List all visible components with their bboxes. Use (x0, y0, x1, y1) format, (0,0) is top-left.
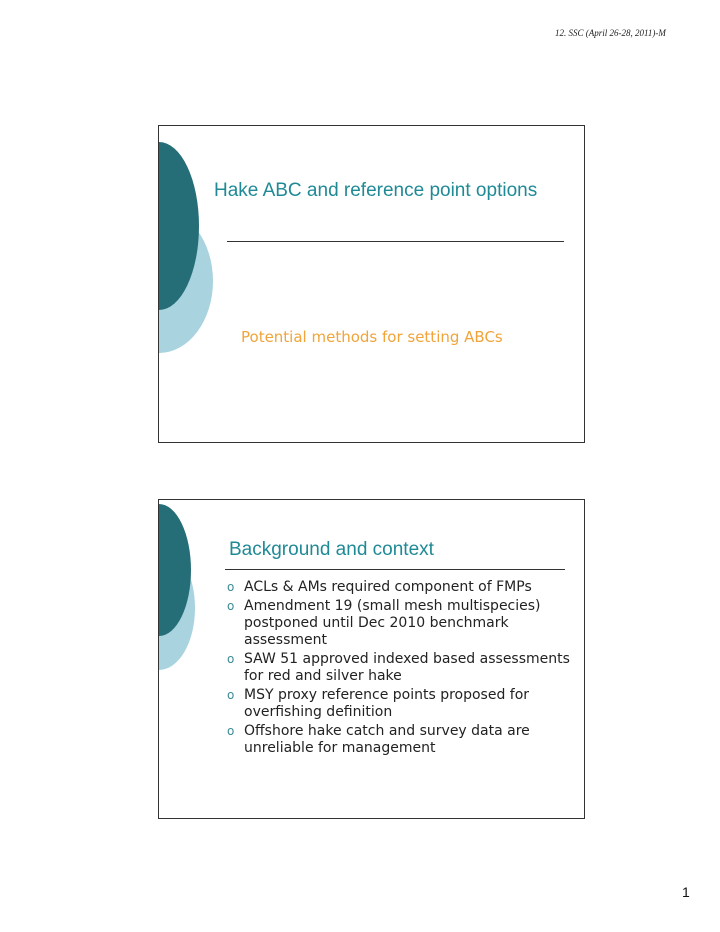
circle-bullet-icon: o (227, 599, 235, 613)
slide-title-heading: Hake ABC and reference point options (214, 180, 538, 201)
header-note: 12. SSC (April 26-28, 2011)-M (555, 28, 666, 38)
bullet-item: o SAW 51 approved indexed based assessments for red and silver hake (227, 651, 570, 684)
bullet-item: o MSY proxy reference points proposed for overfishing definition (227, 687, 530, 720)
slide-title (158, 125, 585, 443)
bullet-item: o Amendment 19 (small mesh multispecies) postponed until Dec 2010 benchmark assessment (227, 598, 541, 648)
slide-heading: Background and context (229, 539, 434, 560)
heading-divider (225, 569, 565, 570)
slide-subtitle: Potential methods for setting ABCs (241, 328, 503, 346)
bullet-list (225, 579, 575, 759)
circle-bullet-icon: o (227, 724, 235, 738)
bullet-item: o ACLs & AMs required component of FMPs (227, 579, 532, 595)
slide-background (158, 499, 585, 819)
page-number: 1 (682, 884, 690, 900)
title-divider (227, 241, 564, 242)
circle-bullet-icon: o (227, 580, 235, 594)
decorative-swoosh-icon (159, 126, 219, 366)
circle-bullet-icon: o (227, 652, 235, 666)
decorative-swoosh-icon (159, 500, 219, 690)
circle-bullet-icon: o (227, 688, 235, 702)
bullet-item: o Offshore hake catch and survey data are unreliable for management (227, 723, 530, 756)
